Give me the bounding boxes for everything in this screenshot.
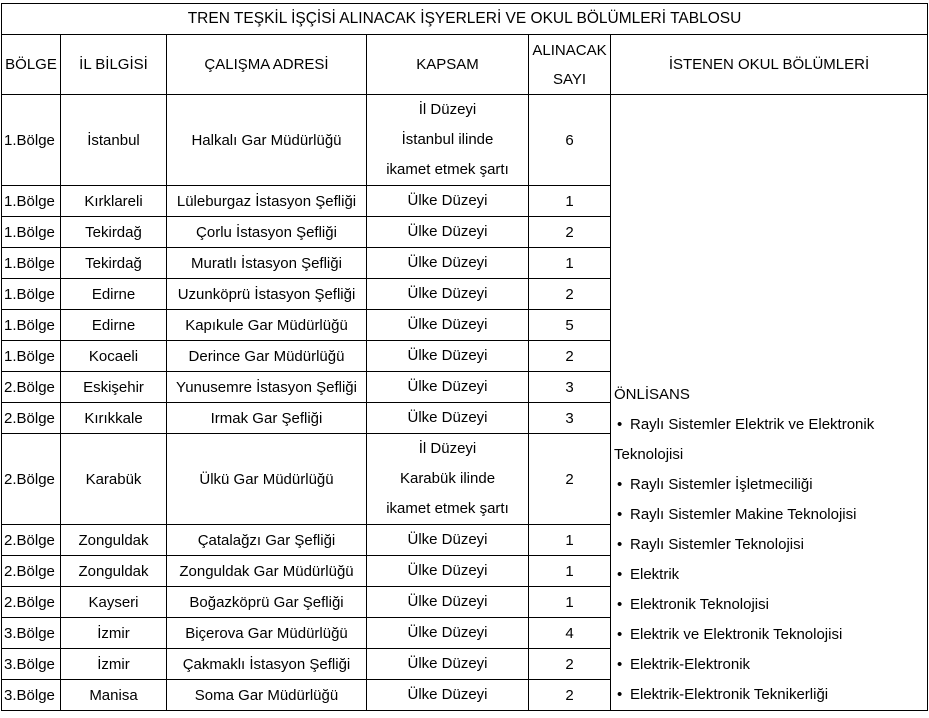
bullet-icon: • [617,596,623,613]
cell-kapsam [367,649,529,680]
cell-sayi: 5 [529,310,611,341]
cell-il: İzmir [61,649,167,680]
cell-bolge: 1.Bölge [2,217,61,248]
kapsam-line: Ülke Düzeyi [407,192,488,209]
cell-sayi: 2 [529,680,611,711]
cell-sayi: 1 [529,248,611,279]
cell-il: İstanbul [61,95,167,186]
cell-il: Kırklareli [61,186,167,217]
okul-list-item [614,590,927,620]
cell-adres: Boğazköprü Gar Şefliği [167,587,367,618]
cell-sayi: 6 [529,95,611,186]
cell-adres: Yunusemre İstasyon Şefliği [167,372,367,403]
cell-kapsam [367,618,529,649]
cell-sayi: 1 [529,587,611,618]
kapsam-line: Ülke Düzeyi [407,223,488,240]
bullet-icon: • [617,626,623,643]
cell-sayi: 1 [529,186,611,217]
cell-kapsam [367,279,529,310]
cell-adres: Derince Gar Müdürlüğü [167,341,367,372]
table-body [2,95,928,711]
cell-bolge: 3.Bölge [2,649,61,680]
header-kapsam: KAPSAM [367,35,529,95]
cell-bolge: 1.Bölge [2,248,61,279]
okul-item-text: Elektrik ve Elektronik Teknolojisi [630,626,843,643]
cell-adres: Soma Gar Müdürlüğü [167,680,367,711]
cell-il: Kocaeli [61,341,167,372]
cell-adres: Lüleburgaz İstasyon Şefliği [167,186,367,217]
cell-bolge: 1.Bölge [2,341,61,372]
cell-il: Kayseri [61,587,167,618]
cell-bolge: 2.Bölge [2,434,61,525]
cell-kapsam [367,525,529,556]
kapsam-line: ikamet etmek şartı [386,161,509,178]
cell-okul-bolumleri [611,95,928,711]
header-sayi-line2: SAYI [552,70,587,88]
cell-bolge: 1.Bölge [2,310,61,341]
kapsam-line: Ülke Düzeyi [407,285,488,302]
cell-bolge: 2.Bölge [2,587,61,618]
cell-bolge: 2.Bölge [2,372,61,403]
okul-list-item [614,560,927,590]
kapsam-line: İl Düzeyi [418,101,477,118]
header-sayi-line1: ALINACAK [532,41,607,59]
cell-il: İzmir [61,618,167,649]
bullet-icon: • [617,416,623,433]
kapsam-line: Ülke Düzeyi [407,562,488,579]
cell-kapsam [367,372,529,403]
okul-item-text: Elektrik [630,566,680,583]
kapsam-line: Ülke Düzeyi [407,347,488,364]
cell-sayi: 2 [529,279,611,310]
cell-bolge: 1.Bölge [2,186,61,217]
cell-kapsam [367,680,529,711]
header-bolge: BÖLGE [2,35,61,95]
kapsam-line: Ülke Düzeyi [407,316,488,333]
okul-item-text: Elektrik-Elektronik Teknikerliği [630,686,829,703]
kapsam-line: ikamet etmek şartı [386,500,509,517]
cell-bolge: 1.Bölge [2,279,61,310]
cell-adres: Halkalı Gar Müdürlüğü [167,95,367,186]
cell-adres: Çorlu İstasyon Şefliği [167,217,367,248]
kapsam-line: Ülke Düzeyi [407,378,488,395]
okul-item-continuation: Teknolojisi [614,446,684,463]
cell-kapsam [367,587,529,618]
okul-item-text: Raylı Sistemler İşletmeciliği [630,476,813,493]
cell-sayi: 2 [529,649,611,680]
cell-sayi: 3 [529,403,611,434]
cell-adres: Ülkü Gar Müdürlüğü [167,434,367,525]
cell-il: Edirne [61,310,167,341]
cell-sayi: 2 [529,341,611,372]
header-adres: ÇALIŞMA ADRESİ [167,35,367,95]
kapsam-line: Ülke Düzeyi [407,254,488,271]
okul-list-item [614,680,927,710]
cell-adres: Kapıkule Gar Müdürlüğü [167,310,367,341]
cell-il: Edirne [61,279,167,310]
cell-il: Tekirdağ [61,217,167,248]
kapsam-line: Ülke Düzeyi [407,624,488,641]
okul-list-item [614,470,927,500]
cell-bolge: 3.Bölge [2,618,61,649]
cell-kapsam [367,217,529,248]
bullet-icon: • [617,476,623,493]
kapsam-line: Karabük ilinde [399,470,496,487]
cell-sayi: 4 [529,618,611,649]
kapsam-line: Ülke Düzeyi [407,531,488,548]
okul-item-text: Raylı Sistemler Makine Teknolojisi [630,506,857,523]
cell-kapsam [367,556,529,587]
cell-adres: Biçerova Gar Müdürlüğü [167,618,367,649]
okul-list-item [614,650,927,680]
header-row [2,35,928,95]
cell-il: Zonguldak [61,525,167,556]
recruitment-table [1,3,928,711]
okul-heading: ÖNLİSANS [614,386,690,403]
cell-sayi: 1 [529,525,611,556]
cell-sayi: 1 [529,556,611,587]
table-title: TREN TEŞKİL İŞÇİSİ ALINACAK İŞYERLERİ VE OKUL BÖLÜMLERİ TABLOSU [2,4,928,35]
cell-kapsam [367,248,529,279]
okul-item-text: Elektrik-Elektronik [630,656,751,673]
table-row [2,95,928,186]
cell-il: Eskişehir [61,372,167,403]
bullet-icon: • [617,566,623,583]
cell-il: Karabük [61,434,167,525]
cell-bolge: 2.Bölge [2,556,61,587]
kapsam-line: Ülke Düzeyi [407,409,488,426]
bullet-icon: • [617,656,623,673]
cell-kapsam [367,95,529,186]
cell-kapsam [367,186,529,217]
cell-kapsam [367,341,529,372]
okul-list-item [614,620,927,650]
bullet-icon: • [617,506,623,523]
header-okul: İSTENEN OKUL BÖLÜMLERİ [611,35,928,95]
cell-adres: Çakmaklı İstasyon Şefliği [167,649,367,680]
okul-list-item [614,530,927,560]
cell-il: Tekirdağ [61,248,167,279]
cell-bolge: 2.Bölge [2,403,61,434]
kapsam-line: Ülke Düzeyi [407,655,488,672]
okul-item-text: Raylı Sistemler Elektrik ve Elektronik [630,416,875,433]
okul-list-item [614,500,927,530]
cell-adres: Irmak Gar Şefliği [167,403,367,434]
cell-kapsam [367,434,529,525]
cell-sayi: 2 [529,434,611,525]
header-sayi [529,35,611,95]
okul-item-text: Elektronik Teknolojisi [630,596,769,613]
cell-adres: Çatalağzı Gar Şefliği [167,525,367,556]
bullet-icon: • [617,686,623,703]
cell-il: Kırıkkale [61,403,167,434]
kapsam-line: Ülke Düzeyi [407,686,488,703]
cell-il: Manisa [61,680,167,711]
cell-bolge: 2.Bölge [2,525,61,556]
header-il: İL BİLGİSİ [61,35,167,95]
cell-kapsam [367,310,529,341]
bullet-icon: • [617,536,623,553]
cell-kapsam [367,403,529,434]
cell-il: Zonguldak [61,556,167,587]
kapsam-line: İl Düzeyi [418,440,477,457]
cell-adres: Muratlı İstasyon Şefliği [167,248,367,279]
okul-list-item [614,410,927,440]
cell-bolge: 3.Bölge [2,680,61,711]
kapsam-line: Ülke Düzeyi [407,593,488,610]
cell-sayi: 3 [529,372,611,403]
okul-item-text: Raylı Sistemler Teknolojisi [630,536,804,553]
cell-sayi: 2 [529,217,611,248]
cell-adres: Uzunköprü İstasyon Şefliği [167,279,367,310]
cell-bolge: 1.Bölge [2,95,61,186]
kapsam-line: İstanbul ilinde [401,131,494,148]
cell-adres: Zonguldak Gar Müdürlüğü [167,556,367,587]
